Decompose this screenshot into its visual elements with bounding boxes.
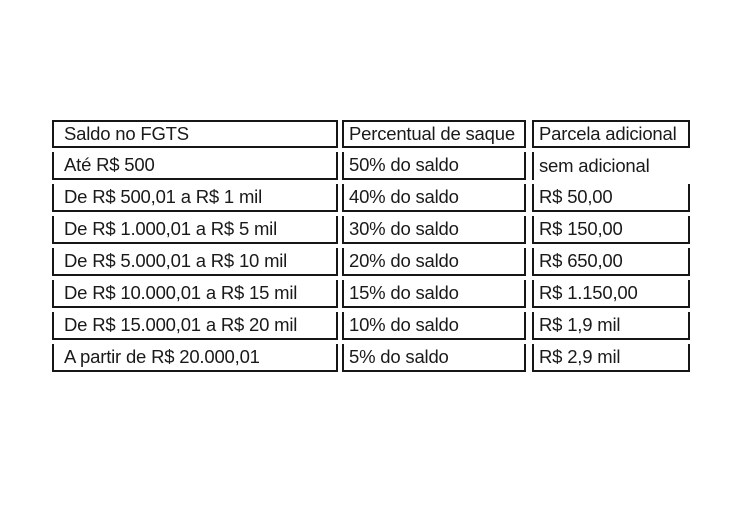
table-cell-percentual: 30% do saldo: [342, 216, 526, 244]
table-cell-percentual: 50% do saldo: [342, 152, 526, 180]
header-cell-percentual-saque: Percentual de saque: [342, 120, 526, 148]
table-cell-saldo: A partir de R$ 20.000,01: [52, 344, 338, 372]
table-cell-percentual: 20% do saldo: [342, 248, 526, 276]
table-cell-parcela: R$ 1.150,00: [532, 280, 690, 308]
table-row: [52, 152, 690, 180]
table-cell-saldo: De R$ 5.000,01 a R$ 10 mil: [52, 248, 338, 276]
table-cell-saldo: Até R$ 500: [52, 152, 338, 180]
table-cell-parcela: R$ 150,00: [532, 216, 690, 244]
table-row: [52, 280, 690, 308]
table-cell-parcela: R$ 650,00: [532, 248, 690, 276]
table-cell-parcela: R$ 1,9 mil: [532, 312, 690, 340]
fgts-withdrawal-table: [52, 120, 690, 376]
table-cell-parcela: R$ 2,9 mil: [532, 344, 690, 372]
table-cell-parcela: sem adicional: [532, 152, 690, 180]
table-cell-saldo: De R$ 15.000,01 a R$ 20 mil: [52, 312, 338, 340]
table-row: [52, 216, 690, 244]
table-cell-percentual: 10% do saldo: [342, 312, 526, 340]
table-cell-percentual: 5% do saldo: [342, 344, 526, 372]
table-cell-saldo: De R$ 500,01 a R$ 1 mil: [52, 184, 338, 212]
table-row: [52, 312, 690, 340]
table-cell-saldo: De R$ 10.000,01 a R$ 15 mil: [52, 280, 338, 308]
table-row: [52, 344, 690, 372]
table-cell-percentual: 40% do saldo: [342, 184, 526, 212]
table-cell-parcela: R$ 50,00: [532, 184, 690, 212]
table-cell-saldo: De R$ 1.000,01 a R$ 5 mil: [52, 216, 338, 244]
table-row: [52, 248, 690, 276]
header-cell-saldo-fgts: Saldo no FGTS: [52, 120, 338, 148]
table-row: [52, 184, 690, 212]
header-cell-parcela-adicional: Parcela adicional: [532, 120, 690, 148]
table-cell-percentual: 15% do saldo: [342, 280, 526, 308]
table-header-row: [52, 120, 690, 148]
